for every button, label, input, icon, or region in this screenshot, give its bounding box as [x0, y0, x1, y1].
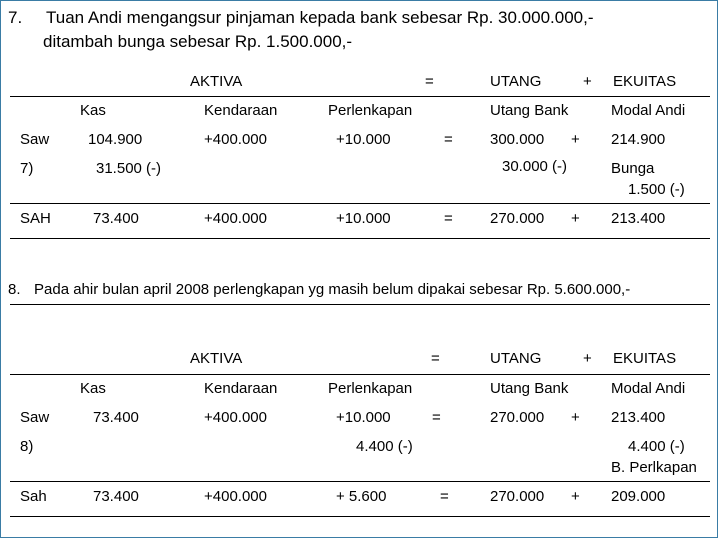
- t7-total-rule: [10, 203, 710, 204]
- t8-plus-header: +: [583, 350, 592, 367]
- t7-sah-plus: +: [571, 210, 580, 227]
- t7-header-rule: [10, 96, 710, 97]
- t7-trx-utang: 30.000 (-): [502, 158, 568, 175]
- t8-saw-label: Saw: [20, 409, 50, 426]
- t8-top-rule: [10, 304, 710, 305]
- t7-sah-kendaraan: +400.000: [204, 210, 267, 227]
- t7-saw-perlengkapan: +10.000: [336, 131, 391, 148]
- t8-total-rule: [10, 481, 710, 482]
- t7-saw-utang: 300.000: [490, 131, 545, 148]
- t8-sah-perlengkapan: + 5.600: [336, 488, 387, 505]
- t8-trx-perlengkapan: 4.400 (-): [356, 438, 413, 455]
- t8-saw-kas: 73.400: [93, 409, 139, 426]
- t7-saw-label: Saw: [20, 131, 50, 148]
- t7-sah-kas: 73.400: [93, 210, 139, 227]
- t8-header-rule: [10, 374, 710, 375]
- t7-col-utang-bank: Utang Bank: [490, 102, 569, 119]
- t7-sah-utang: 270.000: [490, 210, 545, 227]
- t7-bottom-rule: [10, 238, 710, 239]
- t8-sah-label: Sah: [20, 488, 47, 505]
- t7-plus-header: +: [583, 73, 592, 90]
- t8-saw-perlengkapan: +10.000: [336, 409, 391, 426]
- t8-saw-plus: +: [571, 409, 580, 426]
- t8-utang-header: UTANG: [490, 350, 542, 367]
- t7-trx-kas: 31.500 (-): [96, 160, 162, 177]
- t7-saw-modal: 214.900: [611, 131, 666, 148]
- t7-utang-header: UTANG: [490, 73, 542, 90]
- t7-saw-kas: 104.900: [88, 131, 143, 148]
- t8-sah-equals: =: [440, 488, 449, 505]
- t8-aktiva-header: AKTIVA: [190, 350, 243, 367]
- t8-col-kas: Kas: [80, 380, 106, 397]
- t7-trx-modal-label: Bunga: [611, 160, 655, 177]
- t7-sah-equals: =: [444, 210, 453, 227]
- t7-ekuitas-header: EKUITAS: [613, 73, 677, 90]
- t8-saw-utang: 270.000: [490, 409, 545, 426]
- problem-8-number: 8.: [8, 281, 21, 298]
- problem-8-text: Pada ahir bulan april 2008 perlengkapan yg masih belum dipakai sebesar Rp. 5.600.000,-: [34, 281, 631, 298]
- t8-trx-modal-value: 4.400 (-): [628, 438, 685, 455]
- t8-saw-kendaraan: +400.000: [204, 409, 267, 426]
- t7-col-kas: Kas: [80, 102, 106, 119]
- t8-saw-modal: 213.400: [611, 409, 666, 426]
- t8-col-modal: Modal Andi: [611, 380, 686, 397]
- t7-saw-equals: =: [444, 131, 453, 148]
- t7-saw-kendaraan: +400.000: [204, 131, 267, 148]
- t7-sah-modal: 213.400: [611, 210, 666, 227]
- t8-bottom-rule: [10, 516, 710, 517]
- t7-col-perlengkapan: Perlenkapan: [328, 102, 413, 119]
- t7-sah-label: SAH: [20, 210, 51, 227]
- t8-col-utang-bank: Utang Bank: [490, 380, 569, 397]
- t7-trx-modal-value: 1.500 (-): [628, 181, 685, 198]
- t8-sah-plus: +: [571, 488, 580, 505]
- t8-col-kendaraan: Kendaraan: [204, 380, 278, 397]
- t8-col-perlengkapan: Perlenkapan: [328, 380, 413, 397]
- t7-sah-perlengkapan: +10.000: [336, 210, 391, 227]
- problem-7-line-2: ditambah bunga sebesar Rp. 1.500.000,-: [43, 32, 353, 51]
- t8-trx-label: 8): [20, 438, 34, 455]
- t7-trx-label: 7): [20, 160, 34, 177]
- t7-aktiva-header: AKTIVA: [190, 73, 243, 90]
- t7-equals-header: =: [425, 73, 434, 90]
- t8-sah-kendaraan: +400.000: [204, 488, 267, 505]
- t8-sah-kas: 73.400: [93, 488, 139, 505]
- problem-7-number: 7.: [8, 8, 23, 27]
- t7-saw-plus: +: [571, 131, 580, 148]
- t7-col-modal: Modal Andi: [611, 102, 686, 119]
- t8-sah-utang: 270.000: [490, 488, 545, 505]
- t7-col-kendaraan: Kendaraan: [204, 102, 278, 119]
- t8-trx-modal-label: B. Perlkapan: [611, 459, 697, 476]
- t8-sah-modal: 209.000: [611, 488, 666, 505]
- t8-ekuitas-header: EKUITAS: [613, 350, 677, 367]
- t8-saw-equals: =: [432, 409, 441, 426]
- problem-7-line-1: Tuan Andi mengangsur pinjaman kepada bank sebesar Rp. 30.000.000,-: [46, 8, 594, 27]
- t8-equals-header: =: [431, 350, 440, 367]
